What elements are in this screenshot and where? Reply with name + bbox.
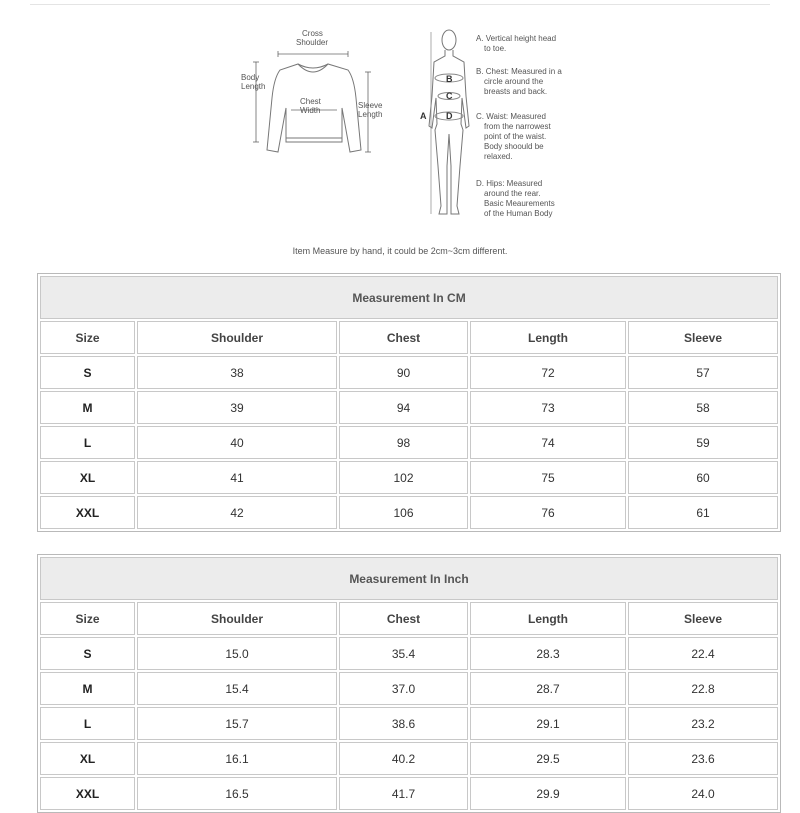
length-cell: 29.9 <box>470 777 626 810</box>
sleeve-cell: 23.2 <box>628 707 778 740</box>
table-row <box>40 426 778 459</box>
header-size: Size <box>40 321 135 354</box>
letter-a: A <box>420 111 427 121</box>
size-cell: L <box>40 426 135 459</box>
shoulder-cell: 15.4 <box>137 672 337 705</box>
sleeve-cell: 59 <box>628 426 778 459</box>
label-length: Length <box>241 82 266 91</box>
sleeve-cell: 60 <box>628 461 778 494</box>
size-cell: M <box>40 391 135 424</box>
header-length: Length <box>470 321 626 354</box>
table-row <box>40 742 778 775</box>
note-b-line1: B. Chest: Measured in a <box>476 67 562 76</box>
label-shoulder: Shoulder <box>296 38 329 47</box>
letter-c: C <box>446 91 453 101</box>
note-b-line3: breasts and back. <box>484 87 548 96</box>
size-cell: XXL <box>40 777 135 810</box>
note-d-line3: Basic Meaurements <box>484 199 555 208</box>
table-row <box>40 461 778 494</box>
note-c-line5: relaxed. <box>484 152 513 161</box>
chest-cell: 94 <box>339 391 468 424</box>
size-cell: XL <box>40 461 135 494</box>
note-d-line2: around the rear. <box>484 189 541 198</box>
header-chest: Chest <box>339 602 468 635</box>
header-sleeve: Sleeve <box>628 602 778 635</box>
note-d-line1: D. Hips: Measured <box>476 179 543 188</box>
measurement-notes <box>476 34 562 218</box>
label-chest: Chest <box>300 97 321 106</box>
chest-cell: 41.7 <box>339 777 468 810</box>
size-cell: L <box>40 707 135 740</box>
measurement-illustration <box>236 26 586 231</box>
measurement-diagram <box>236 26 586 231</box>
length-cell: 75 <box>470 461 626 494</box>
header-chest: Chest <box>339 321 468 354</box>
note-c-line4: Body shoould be <box>484 142 544 151</box>
label-cross: Cross <box>302 29 323 38</box>
measure-note: Item Measure by hand, it could be 2cm~3cm different. <box>292 246 508 256</box>
table-row <box>40 356 778 389</box>
size-cell: XXL <box>40 496 135 529</box>
header-shoulder: Shoulder <box>137 602 337 635</box>
chest-cell: 90 <box>339 356 468 389</box>
sleeve-cell: 57 <box>628 356 778 389</box>
table-row <box>40 777 778 810</box>
table-row <box>40 391 778 424</box>
shoulder-cell: 42 <box>137 496 337 529</box>
header-shoulder: Shoulder <box>137 321 337 354</box>
letter-d: D <box>446 111 453 121</box>
sleeve-cell: 61 <box>628 496 778 529</box>
length-cell: 29.1 <box>470 707 626 740</box>
human-figure <box>429 30 469 214</box>
top-divider <box>30 0 770 5</box>
chest-cell: 37.0 <box>339 672 468 705</box>
note-d-line4: of the Human Body <box>484 209 553 218</box>
length-cell: 74 <box>470 426 626 459</box>
sleeve-cell: 22.8 <box>628 672 778 705</box>
chest-cell: 98 <box>339 426 468 459</box>
chest-cell: 102 <box>339 461 468 494</box>
length-cell: 28.3 <box>470 637 626 670</box>
length-cell: 28.7 <box>470 672 626 705</box>
chest-cell: 35.4 <box>339 637 468 670</box>
shoulder-cell: 39 <box>137 391 337 424</box>
header-size: Size <box>40 602 135 635</box>
label-sleeve-length: Length <box>358 110 383 119</box>
length-cell: 76 <box>470 496 626 529</box>
sleeve-cell: 23.6 <box>628 742 778 775</box>
note-c-line3: point of the waist. <box>484 132 547 141</box>
note-a-line2: to toe. <box>484 44 507 53</box>
table-row <box>40 707 778 740</box>
length-cell: 73 <box>470 391 626 424</box>
table-row <box>40 672 778 705</box>
label-width: Width <box>300 106 321 115</box>
table-title: Measurement In Inch <box>40 557 778 600</box>
length-cell: 72 <box>470 356 626 389</box>
table-row <box>40 637 778 670</box>
sleeve-cell: 58 <box>628 391 778 424</box>
note-c-line2: from the narrowest <box>484 122 551 131</box>
chest-cell: 40.2 <box>339 742 468 775</box>
shoulder-cell: 15.7 <box>137 707 337 740</box>
size-cell: S <box>40 637 135 670</box>
note-a-line1: A. Vertical height head <box>476 34 557 43</box>
label-body: Body <box>241 73 260 82</box>
size-table-cm <box>37 273 781 532</box>
shoulder-cell: 41 <box>137 461 337 494</box>
length-cell: 29.5 <box>470 742 626 775</box>
shoulder-cell: 38 <box>137 356 337 389</box>
size-table-inch <box>37 554 781 813</box>
chest-cell: 106 <box>339 496 468 529</box>
header-sleeve: Sleeve <box>628 321 778 354</box>
table-title: Measurement In CM <box>40 276 778 319</box>
header-length: Length <box>470 602 626 635</box>
size-cell: XL <box>40 742 135 775</box>
size-cell: M <box>40 672 135 705</box>
letter-b: B <box>446 74 453 84</box>
shoulder-cell: 16.1 <box>137 742 337 775</box>
sleeve-cell: 22.4 <box>628 637 778 670</box>
shoulder-cell: 15.0 <box>137 637 337 670</box>
size-cell: S <box>40 356 135 389</box>
note-c-line1: C. Waist: Measured <box>476 112 546 121</box>
sleeve-cell: 24.0 <box>628 777 778 810</box>
shoulder-cell: 16.5 <box>137 777 337 810</box>
chest-cell: 38.6 <box>339 707 468 740</box>
table-row <box>40 496 778 529</box>
shoulder-cell: 40 <box>137 426 337 459</box>
label-sleeve: Sleeve <box>358 101 383 110</box>
note-b-line2: circle around the <box>484 77 544 86</box>
